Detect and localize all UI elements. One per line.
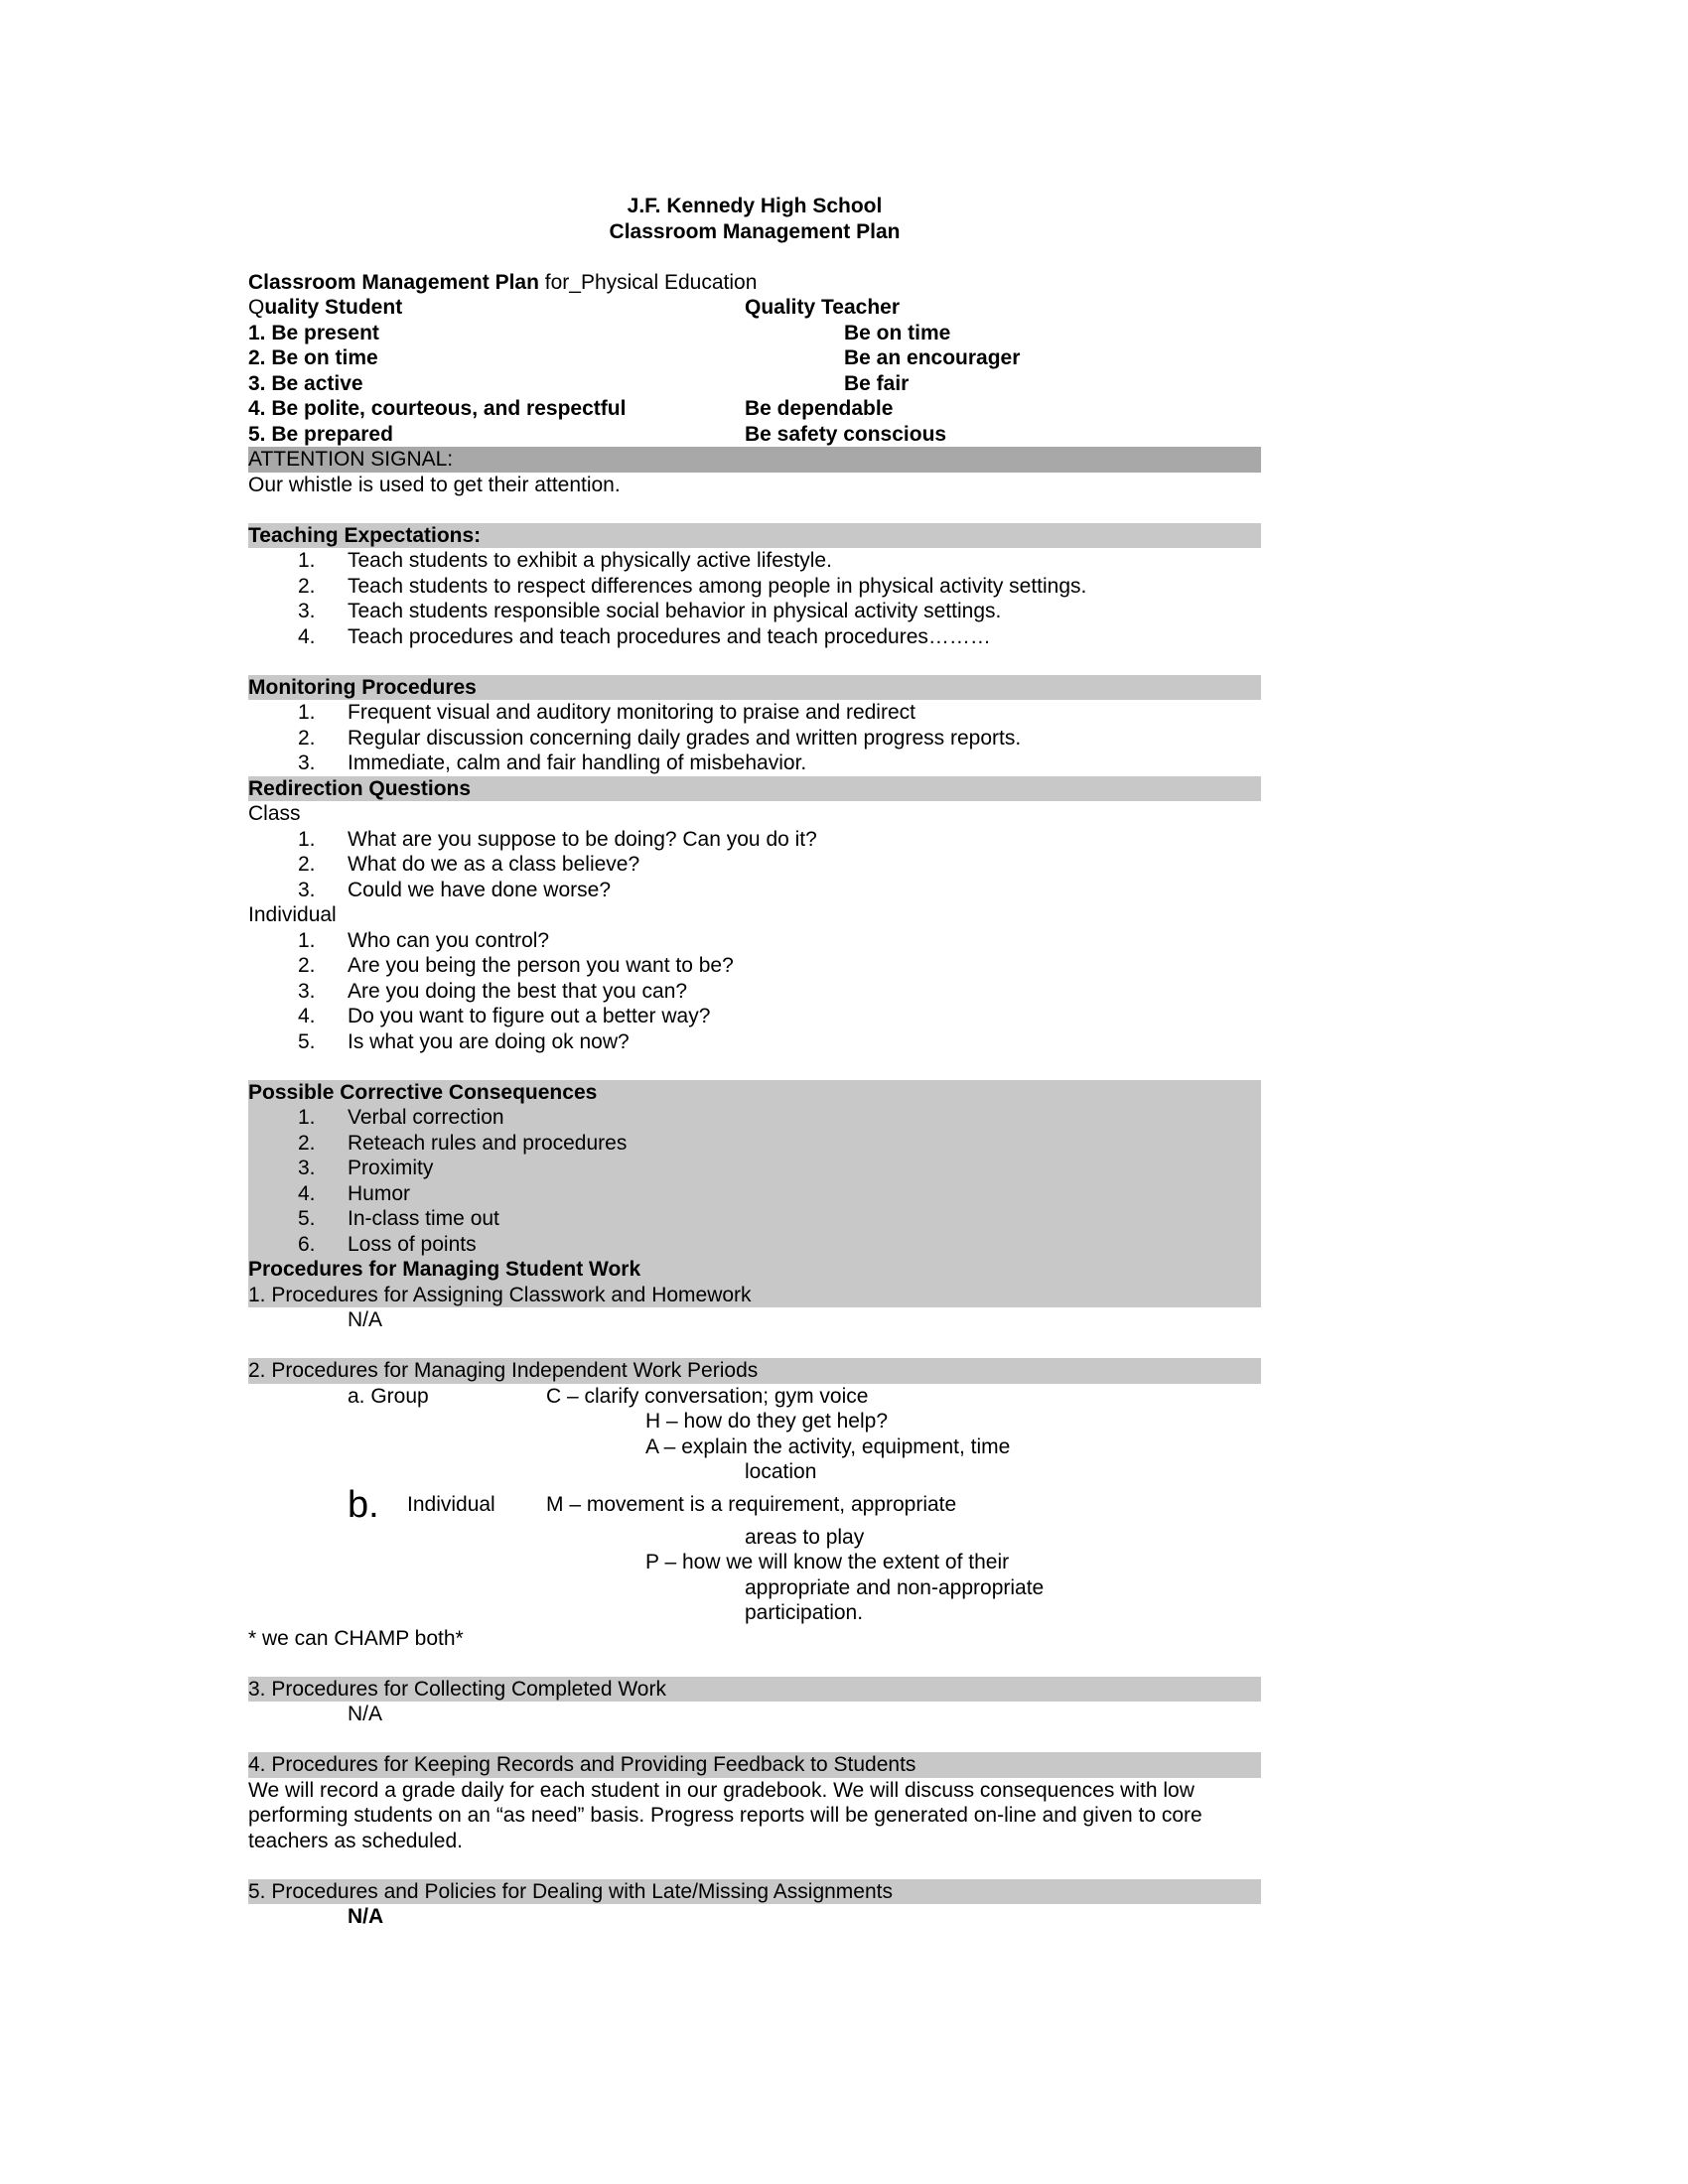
attention-signal-heading: ATTENTION SIGNAL: bbox=[248, 447, 1261, 473]
list-item: 1. Verbal correction bbox=[298, 1106, 504, 1129]
list-item: 3. Teach students responsible social behavior in physical activity settings. bbox=[298, 600, 1002, 622]
quality-teacher-heading: Quality Teacher bbox=[745, 296, 901, 319]
procedure-5-heading: 5. Procedures and Policies for Dealing with Late/Missing Assignments bbox=[248, 1879, 1261, 1905]
list-item: 3. Could we have done worse? bbox=[298, 878, 612, 901]
quality-row bbox=[248, 371, 1261, 397]
quality-row bbox=[248, 345, 1261, 371]
quality-student-heading: Quality Student bbox=[248, 296, 403, 319]
quality-teacher-item: Be fair bbox=[844, 371, 910, 395]
individual-row bbox=[248, 1485, 1261, 1525]
procedure-3-heading: 3. Procedures for Collecting Completed Work bbox=[248, 1677, 1261, 1703]
plan-for-line bbox=[248, 270, 1261, 296]
individual-m-cont: areas to play bbox=[745, 1525, 865, 1549]
champ-note: * we can CHAMP both* bbox=[248, 1626, 464, 1650]
school-name: J.F. Kennedy High School bbox=[627, 195, 883, 217]
quality-student-item: 3. Be active bbox=[248, 371, 363, 395]
quality-teacher-item: Be safety conscious bbox=[745, 422, 947, 446]
quality-teacher-item: Be dependable bbox=[745, 397, 894, 420]
list-item: 3. Proximity bbox=[298, 1157, 434, 1179]
list-item: 1. Teach students to exhibit a physically active lifestyle. bbox=[298, 549, 832, 572]
list-item: 4. Do you want to figure out a better way? bbox=[298, 1005, 711, 1027]
procedure-3-value: N/A bbox=[348, 1703, 383, 1725]
group-a: A – explain the activity, equipment, time bbox=[645, 1434, 1011, 1458]
document-page bbox=[248, 194, 1261, 1930]
individual-label: Individual bbox=[248, 903, 337, 926]
group-row bbox=[248, 1384, 1261, 1410]
individual-label: Individual bbox=[407, 1492, 495, 1516]
quality-teacher-item: Be an encourager bbox=[844, 346, 1021, 369]
list-item: 4. Humor bbox=[298, 1181, 411, 1205]
list-item: 5. In-class time out bbox=[298, 1207, 499, 1230]
teaching-expectations-heading: Teaching Expectations: bbox=[248, 523, 1261, 549]
plan-for-value: for_Physical Education bbox=[538, 270, 758, 294]
class-label: Class bbox=[248, 802, 301, 825]
list-item: 2. Teach students to respect differences among people in physical activity settings. bbox=[298, 574, 1087, 598]
procedure-4-text: We will record a grade daily for each student in our gradebook. We will discuss consequences with low performing students on an “as need” basis. Progress reports will be generated on-line and given to core teachers as scheduled. bbox=[248, 1778, 1202, 1852]
group-h: H – how do they get help? bbox=[645, 1410, 889, 1433]
quality-student-item: 2. Be on time bbox=[248, 346, 378, 369]
procedure-2-heading: 2. Procedures for Managing Independent Work Periods bbox=[248, 1358, 1261, 1384]
monitoring-procedures-heading: Monitoring Procedures bbox=[248, 675, 1261, 701]
individual-p-cont: participation. bbox=[745, 1601, 864, 1624]
list-item: 1. What are you suppose to be doing? Can you do it? bbox=[298, 827, 817, 851]
list-item: 6. Loss of points bbox=[298, 1232, 477, 1256]
quality-teacher-item: Be on time bbox=[844, 321, 951, 344]
quality-student-item: 4. Be polite, courteous, and respectful bbox=[248, 397, 627, 420]
procedure-1-value: N/A bbox=[348, 1308, 383, 1331]
list-item: 5. Is what you are doing ok now? bbox=[298, 1029, 630, 1053]
list-item: 2. Regular discussion concerning daily grades and written progress reports. bbox=[298, 726, 1022, 750]
quality-row bbox=[248, 321, 1261, 346]
consequences-block bbox=[248, 1080, 1261, 1308]
procedure-4-heading: 4. Procedures for Keeping Records and Providing Feedback to Students bbox=[248, 1752, 1261, 1778]
quality-row bbox=[248, 396, 1261, 422]
corrective-consequences-heading: Possible Corrective Consequences bbox=[248, 1080, 598, 1104]
list-item: 3. Immediate, calm and fair handling of misbehavior. bbox=[298, 751, 807, 774]
list-item: 2. Are you being the person you want to be? bbox=[298, 954, 734, 977]
individual-m: M – movement is a requirement, appropriate bbox=[546, 1492, 957, 1516]
individual-p-cont: appropriate and non-appropriate bbox=[745, 1575, 1045, 1599]
list-item: 1. Who can you control? bbox=[298, 928, 550, 952]
list-item: 2. Reteach rules and procedures bbox=[298, 1131, 628, 1155]
quality-row bbox=[248, 422, 1261, 448]
document-title: Classroom Management Plan bbox=[609, 219, 901, 243]
list-item: 2. What do we as a class believe? bbox=[298, 853, 640, 876]
list-item: 4. Teach procedures and teach procedures and teach procedures……… bbox=[298, 624, 991, 648]
quality-student-item: 1. Be present bbox=[248, 321, 379, 344]
quality-student-item: 5. Be prepared bbox=[248, 422, 393, 446]
attention-signal-text: Our whistle is used to get their attention. bbox=[248, 473, 621, 496]
group-c: C – clarify conversation; gym voice bbox=[546, 1384, 869, 1408]
list-item: 3. Are you doing the best that you can? bbox=[298, 979, 688, 1003]
redirection-questions-heading: Redirection Questions bbox=[248, 776, 1261, 802]
list-item: 1. Frequent visual and auditory monitoring to praise and redirect bbox=[298, 701, 915, 724]
student-work-heading: Procedures for Managing Student Work bbox=[248, 1258, 641, 1281]
procedure-5-value: N/A bbox=[348, 1905, 384, 1928]
group-label: a. Group bbox=[348, 1384, 429, 1408]
procedure-1-heading: 1. Procedures for Assigning Classwork and Homework bbox=[248, 1283, 752, 1306]
plan-for-label: Classroom Management Plan bbox=[248, 270, 539, 294]
quality-headings bbox=[248, 295, 1261, 321]
individual-letter: b. bbox=[348, 1483, 379, 1526]
group-a-cont: location bbox=[745, 1460, 817, 1483]
individual-p: P – how we will know the extent of their bbox=[645, 1551, 1010, 1573]
